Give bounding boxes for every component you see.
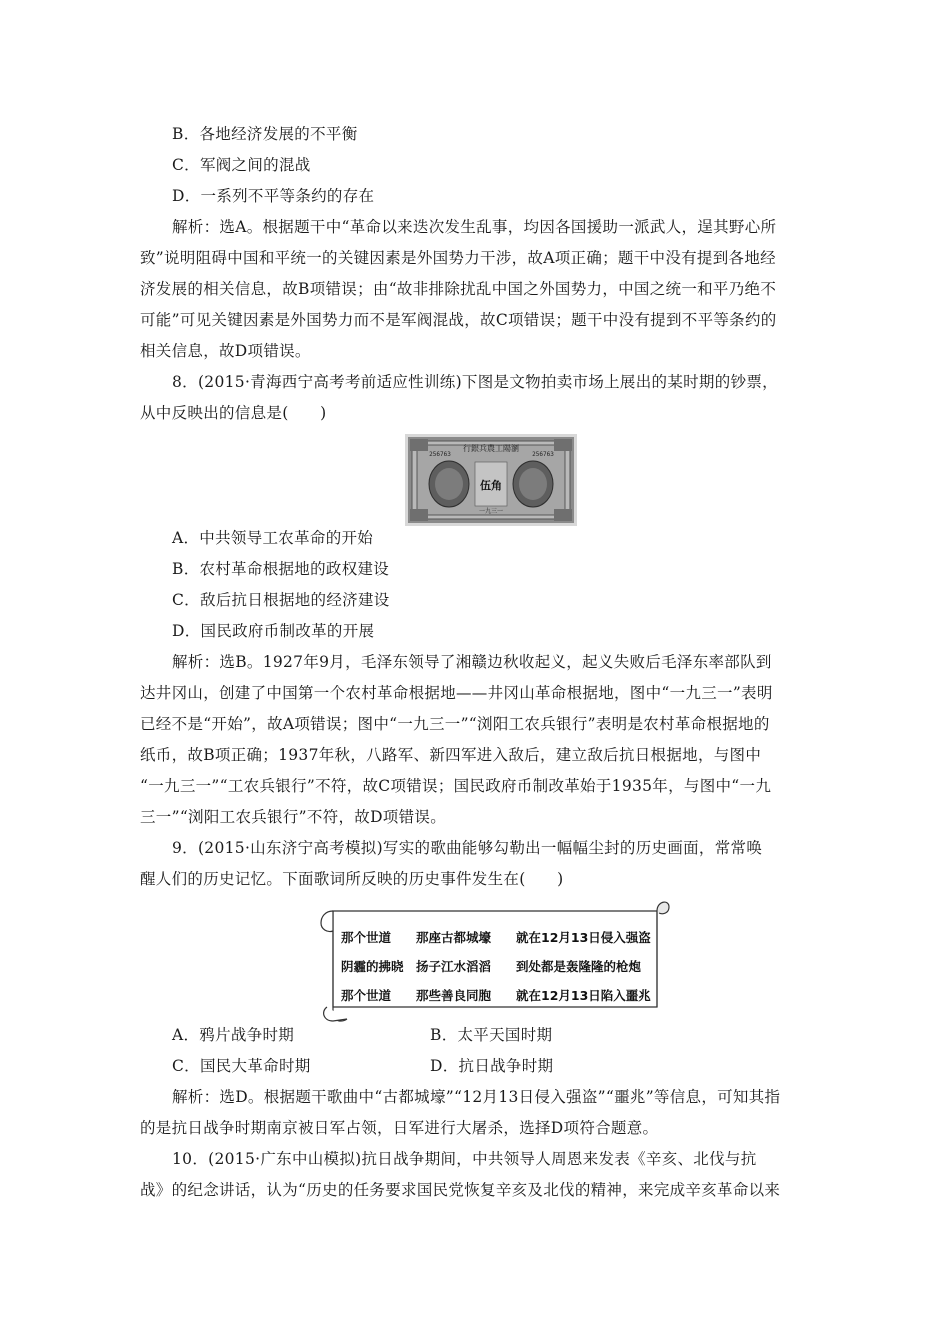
q8-option-d: D．国民政府币制改革的开展 [172, 622, 375, 640]
q7-analysis-line: 济发展的相关信息，故B项错误；由“故非排除扰乱中国之外国势力，中国之统一和平乃绝不 [140, 280, 777, 298]
q9-analysis-line: 的是抗日战争时期南京被日军占领，日军进行大屠杀，选择D项符合题意。 [140, 1119, 659, 1137]
q8-option-b: B．农村革命根据地的政权建设 [172, 560, 390, 578]
q7-analysis-line: 致”说明阻碍中国和平统一的关键因素是外国势力干涉，故A项正确；题干中没有提到各地经 [140, 249, 776, 267]
q7-analysis-line: 相关信息，故D项错误。 [140, 342, 311, 360]
lyric-line: 那个世道 那些善良同胞 就在12月13日陷入噩兆 [341, 988, 651, 1003]
q8-analysis-line: 解析：选B。1927年9月，毛泽东领导了湘赣边秋收起义，起义失败后毛泽东率部队到 [172, 653, 772, 671]
q9-option-d: D．抗日战争时期 [430, 1057, 554, 1075]
banknote-image [405, 434, 577, 526]
q8-option-a: A．中共领导工农革命的开始 [172, 529, 374, 547]
q8-analysis-line: 达井冈山，创建了中国第一个农村革命根据地——井冈山革命根据地，图中“一九三一”表明 [140, 684, 773, 702]
q8-analysis-line: 纸币，故B项正确；1937年秋，八路军、新四军进入敌后，建立敌后抗日根据地，与图中 [140, 746, 762, 764]
banknote-serial-left: 256763 [429, 451, 451, 458]
q9-stem-line: 9．(2015·山东济宁高考模拟)写实的歌曲能够勾勒出一幅幅尘封的历史画面，常常唤 [172, 839, 763, 857]
banknote-year: 一九三一 [478, 508, 504, 515]
q9-analysis-line: 解析：选D。根据题干歌曲中“古都城壕”“12月13日侵入强盗”“噩兆”等信息，可知其指 [172, 1088, 781, 1106]
q7-analysis-line: 可能”可见关键因素是外国势力而不是军阀混战，故C项错误；题干中没有提到不平等条约的 [140, 311, 777, 329]
q9-option-c: C．国民大革命时期 [172, 1057, 311, 1075]
lyric-line: 阴霾的拂晓 扬子江水滔滔 到处都是轰隆隆的枪炮 [341, 959, 642, 974]
q10-stem-line: 战》的纪念讲话，认为“历史的任务要求国民党恢复辛亥及北伐的精神，来完成辛亥革命以来 [140, 1181, 781, 1199]
q8-stem-line: 8．(2015·青海西宁高考考前适应性训练)下图是文物拍卖市场上展出的某时期的钞票， [172, 373, 778, 391]
q9-option-b: B．太平天国时期 [430, 1026, 553, 1044]
banknote-denomination: 伍角 [480, 479, 502, 492]
q10-stem-line: 10．(2015·广东中山模拟)抗日战争期间，中共领导人周恩来发表《辛亥、北伐与抗 [172, 1150, 757, 1168]
q7-option-c: C．军阀之间的混战 [172, 156, 311, 174]
q8-analysis-line: 三一”“浏阳工农兵银行”不符，故D项错误。 [140, 808, 447, 826]
banknote-title: 行銀兵農工陽瀏 [463, 444, 519, 453]
q9-stem-line: 醒人们的历史记忆。下面歌词所反映的历史事件发生在( ) [140, 870, 564, 888]
q8-option-c: C．敌后抗日根据地的经济建设 [172, 591, 390, 609]
q8-analysis-line: “一九三一”“工农兵银行”不符，故C项错误；国民政府币制改革始于1935年，与图中“一九 [140, 777, 772, 795]
q7-analysis-line: 解析：选A。根据题干中“革命以来迭次发生乱事，均因各国援助一派武人，逞其野心所 [172, 218, 777, 236]
lyric-line: 那个世道 那座古都城壕 就在12月13日侵入强盗 [341, 930, 651, 945]
q9-option-a: A．鸦片战争时期 [172, 1026, 295, 1044]
q7-option-d: D．一系列不平等条约的存在 [172, 187, 375, 205]
q7-option-b: B．各地经济发展的不平衡 [172, 125, 358, 143]
banknote-serial-right: 256763 [532, 451, 554, 458]
q8-stem-line: 从中反映出的信息是( ) [140, 404, 327, 422]
q8-analysis-line: 已经不是“开始”，故A项错误；图中“一九三一”“浏阳工农兵银行”表明是农村革命根据地的 [140, 715, 770, 733]
